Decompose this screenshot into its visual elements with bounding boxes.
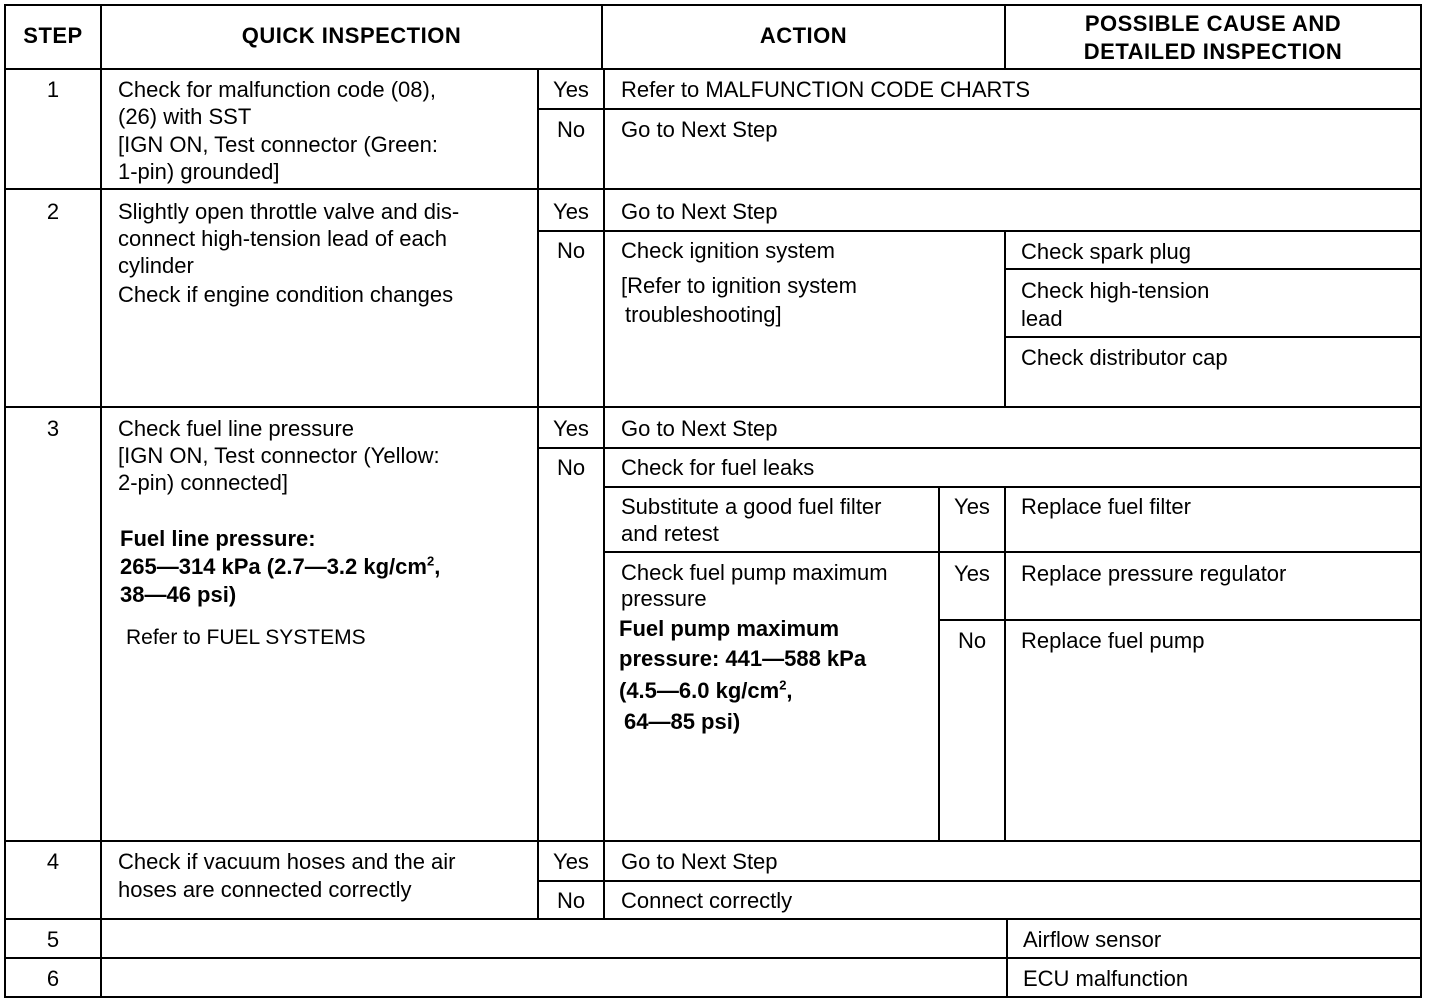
rule <box>4 957 1422 959</box>
action-text: Substitute a good fuel filter <box>621 494 882 519</box>
spec-value: 64—85 psi) <box>624 709 741 734</box>
inspection-text: 2-pin) connected] <box>118 470 288 495</box>
spec-value: (4.5—6.0 $kg/cm^2$, <box>619 677 793 703</box>
header-possible-cause: POSSIBLE CAUSE AND <box>1084 11 1342 36</box>
inspection-text: [IGN ON, Test connector (Yellow: <box>118 443 440 468</box>
action-text: troubleshooting] <box>625 302 782 327</box>
action-text: Refer to MALFUNCTION CODE CHARTS <box>621 77 1031 102</box>
action-text: Go to Next Step <box>621 416 778 441</box>
rule <box>1420 4 1422 998</box>
header-detailed-inspection: DETAILED INSPECTION <box>1083 39 1343 64</box>
step-number: 6 <box>46 966 60 991</box>
no-label: No <box>556 238 586 263</box>
yes-label: Yes <box>954 494 990 519</box>
rule <box>4 188 1422 190</box>
inspection-text: connect high-tension lead of each <box>118 226 448 251</box>
step-number: 1 <box>46 77 60 102</box>
cause-text: Replace fuel filter <box>1021 494 1191 519</box>
rule <box>537 230 1422 232</box>
rule <box>537 68 539 920</box>
action-text: Check fuel pump maximum <box>621 560 888 585</box>
reference-text: Refer to FUEL SYSTEMS <box>126 626 366 649</box>
cause-text: Check high-tension <box>1021 278 1210 303</box>
rule <box>1004 486 1006 842</box>
no-label: No <box>957 628 987 653</box>
rule <box>603 551 1422 553</box>
action-text: pressure <box>621 586 707 611</box>
rule <box>4 4 1422 6</box>
spec-value: 38—46 psi) <box>120 582 237 607</box>
step-number: 2 <box>46 199 60 224</box>
cause-text: Replace fuel pump <box>1021 628 1205 653</box>
rule <box>603 486 1422 488</box>
yes-label: Yes <box>553 416 589 441</box>
cause-text: Replace pressure regulator <box>1021 561 1287 586</box>
action-text: Check ignition system <box>621 238 835 263</box>
spec-label: Fuel pump maximum <box>619 616 840 641</box>
spec-value: 265—314 kPa (2.7—3.2 $kg/cm^2$, <box>120 553 441 579</box>
rule <box>4 996 1422 998</box>
inspection-text: cylinder <box>118 253 194 278</box>
rule <box>603 68 605 920</box>
header-step: STEP <box>23 23 83 48</box>
cause-text: ECU malfunction <box>1023 966 1189 991</box>
step-number: 5 <box>46 927 60 952</box>
action-text: Check for fuel leaks <box>621 455 815 480</box>
rule <box>537 880 1422 882</box>
step-number: 4 <box>46 849 60 874</box>
action-text: Go to Next Step <box>621 199 778 224</box>
inspection-text: Check if engine condition changes <box>118 282 454 307</box>
rule <box>1004 230 1006 408</box>
action-text: Go to Next Step <box>621 117 778 142</box>
cause-text: Airflow sensor <box>1023 927 1162 952</box>
spec-label: Fuel line pressure: <box>120 526 316 551</box>
inspection-text: Check if vacuum hoses and the air <box>118 849 456 874</box>
rule <box>537 447 1422 449</box>
rule <box>1004 268 1422 270</box>
spec-value: pressure: 441—588 kPa <box>619 646 867 671</box>
inspection-text: 1-pin) grounded] <box>118 159 280 184</box>
inspection-text: Check for malfunction code (08), <box>118 77 436 102</box>
rule <box>4 68 1422 70</box>
yes-label: Yes <box>553 199 589 224</box>
rule <box>4 840 1422 842</box>
action-text: Connect correctly <box>621 888 793 913</box>
rule <box>4 406 1422 408</box>
header-quick-inspection: QUICK INSPECTION <box>241 23 462 48</box>
no-label: No <box>556 888 586 913</box>
rule <box>4 918 1422 920</box>
action-text: Go to Next Step <box>621 849 778 874</box>
rule <box>537 108 1422 110</box>
cause-text: Check distributor cap <box>1021 345 1228 370</box>
no-label: No <box>556 455 586 480</box>
inspection-text: Check fuel line pressure <box>118 416 355 441</box>
rule <box>938 486 940 842</box>
header-action: ACTION <box>759 23 848 48</box>
rule <box>1004 336 1422 338</box>
yes-label: Yes <box>553 77 589 102</box>
cause-text: lead <box>1021 306 1063 331</box>
action-text: and retest <box>621 521 719 546</box>
inspection-text: hoses are connected correctly <box>118 877 412 902</box>
inspection-text: [IGN ON, Test connector (Green: <box>118 132 438 157</box>
step-number: 3 <box>46 416 60 441</box>
action-text: [Refer to ignition system <box>621 273 857 298</box>
yes-label: Yes <box>553 849 589 874</box>
cause-text: Check spark plug <box>1021 239 1191 264</box>
rule <box>1006 918 1008 998</box>
yes-label: Yes <box>954 561 990 586</box>
no-label: No <box>556 117 586 142</box>
rule <box>938 619 1422 621</box>
inspection-text: (26) with SST <box>118 104 252 129</box>
inspection-text: Slightly open throttle valve and dis- <box>118 199 460 224</box>
rule <box>100 4 102 998</box>
